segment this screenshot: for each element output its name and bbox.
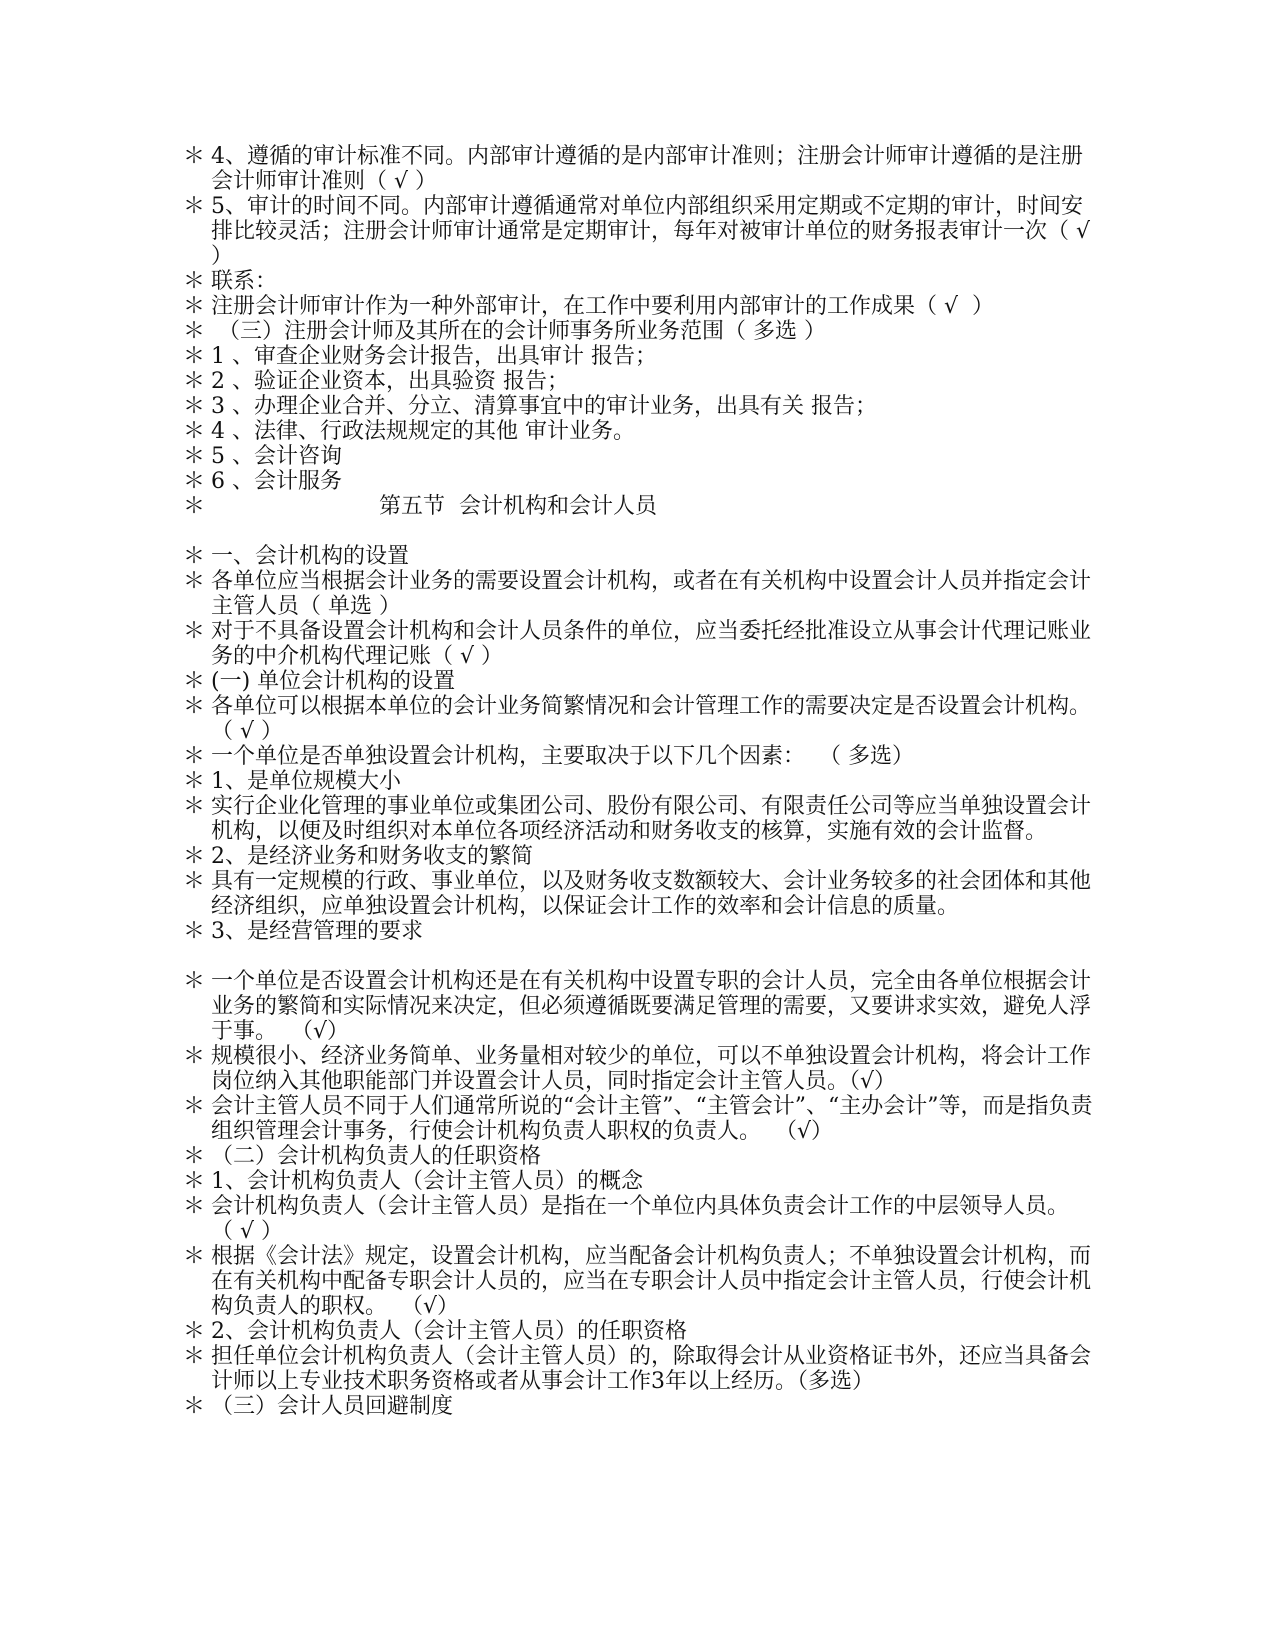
list-item [183,794,1093,844]
list-item [183,969,1093,1044]
bullet-asterisk: ＊ [183,794,206,819]
bullet-asterisk: ＊ [183,319,206,344]
list-item-text: 注册会计师审计作为一种外部审计，在工作中要利用内部审计的工作成果（ √ ） [211,294,995,319]
bullet-asterisk: ＊ [183,369,206,394]
bullet-asterisk: ＊ [183,619,206,644]
bullet-asterisk: ＊ [183,544,206,569]
bullet-asterisk: ＊ [183,419,206,444]
list-item [183,1394,1093,1419]
list-item-text: 规模很小、经济业务简单、业务量相对较少的单位，可以不单独设置会计机构，将会计工作岗位纳入其他职能部门并设置会计人员，同时指定会计主管人员。（√） [211,1044,1092,1094]
bullet-asterisk: ＊ [183,269,206,294]
list-item [183,544,1093,569]
bullet-asterisk: ＊ [183,869,206,894]
list-item [183,444,1093,469]
list-item [183,694,1093,744]
list-item-text: （三）会计人员回避制度 [211,1394,454,1419]
bullet-asterisk: ＊ [183,1094,206,1119]
bullet-asterisk: ＊ [183,744,206,769]
bullet-asterisk: ＊ [183,844,206,869]
list-item [183,419,1093,444]
list-item [183,469,1093,494]
list-item-text: 1 、审查企业财务会计报告，出具审计 报告； [211,344,657,369]
list-item-text: 2、是经济业务和财务收支的繁简 [211,844,533,869]
bullet-asterisk: ＊ [183,444,206,469]
list-item [183,1094,1093,1144]
bullet-asterisk: ＊ [183,919,206,944]
list-item [183,394,1093,419]
section-heading-text: 第五节 会计机构和会计人员 [379,494,657,519]
list-item-text: 4 、法律、行政法规规定的其他 审计业务。 [211,419,635,444]
bullet-asterisk: ＊ [183,1194,206,1219]
list-item-text: 一个单位是否设置会计机构还是在有关机构中设置专职的会计人员，完全由各单位根据会计业务的繁简和实际情况来决定，但必须遵循既要满足管理的需要，又要讲求实效，避免人浮于事。 （√） [211,969,1092,1044]
list-item-text: 6 、会计服务 [211,469,342,494]
list-item [183,919,1093,944]
list-item-text: 5、审计的时间不同。内部审计遵循通常对单位内部组织采用定期或不定期的审计，时间安排比较灵活；注册会计师审计通常是定期审计，每年对被审计单位的财务报表审计一次（ √ ） [211,194,1098,269]
list-item [183,1144,1093,1169]
bullet-asterisk: ＊ [183,1244,206,1269]
list-item-text: 会计主管人员不同于人们通常所说的“会计主管”、“主管会计”、“主办会计”等，而是指负责组织管理会计事务，行使会计机构负责人职权的负责人。 （√） [211,1094,1093,1144]
list-item-text: （三）注册会计师及其所在的会计师事务所业务范围（ 多选 ） [211,319,826,344]
bullet-asterisk: ＊ [183,294,206,319]
list-item-text: 根据《会计法》规定，设置会计机构，应当配备会计机构负责人；不单独设置会计机构，而在有关机构中配备专职会计人员的，应当在专职会计人员中指定会计主管人员，行使会计机构负责人的职权。 （√） [211,1244,1092,1319]
list-item [183,769,1093,794]
list-item-text: 一、会计机构的设置 [211,544,410,569]
list-item [183,669,1093,694]
list-item-text: 担任单位会计机构负责人（会计主管人员）的，除取得会计从业资格证书外，还应当具备会计师以上专业技术职务资格或者从事会计工作3年以上经历。（多选） [211,1344,1092,1394]
list-item-text: 5 、会计咨询 [211,444,342,469]
list-item-text: 3 、办理企业合并、分立、清算事宜中的审计业务，出具有关 报告； [211,394,877,419]
list-item [183,744,1093,769]
bullet-asterisk: ＊ [183,1344,206,1369]
list-item [183,319,1093,344]
list-item [183,144,1093,194]
list-item-text: 2 、验证企业资本，出具验资 报告； [211,369,569,394]
bullet-asterisk: ＊ [183,394,206,419]
list-item [183,344,1093,369]
bullet-asterisk: ＊ [183,694,206,719]
bullet-asterisk: ＊ [183,1319,206,1344]
document-page [183,144,1098,1419]
bullet-asterisk: ＊ [183,1044,206,1069]
list-item [183,194,1098,269]
list-item [183,1244,1093,1319]
bullet-asterisk: ＊ [183,1169,206,1194]
list-item-text: 联系： [211,269,278,294]
list-item-text: (一) 单位会计机构的设置 [211,669,456,694]
list-item [183,269,1093,294]
list-item [183,1319,1093,1344]
list-item [183,294,1093,319]
list-item [183,869,1093,919]
list-item-text: 4、遵循的审计标准不同。内部审计遵循的是内部审计准则；注册会计师审计遵循的是注册会计师审计准则（ √ ） [211,144,1084,194]
list-item-text: 1、会计机构负责人（会计主管人员）的概念 [211,1169,643,1194]
bullet-asterisk: ＊ [183,969,206,994]
list-item [183,619,1093,669]
list-item-text: 会计机构负责人（会计主管人员）是指在一个单位内具体负责会计工作的中层领导人员。 （ √ ） [211,1194,1084,1244]
list-item [183,1194,1093,1244]
bullet-asterisk: ＊ [183,769,206,794]
list-item [183,569,1093,619]
list-item [183,369,1093,394]
list-item [183,1169,1093,1194]
list-item [183,844,1093,869]
bullet-asterisk: ＊ [183,1144,206,1169]
bullet-asterisk: ＊ [183,569,206,594]
list-item-text: 2、会计机构负责人（会计主管人员）的任职资格 [211,1319,687,1344]
list-item-text: 对于不具备设置会计机构和会计人员条件的单位，应当委托经批准设立从事会计代理记账业务的中介机构代理记账（ √ ） [211,619,1092,669]
list-item-text: 实行企业化管理的事业单位或集团公司、股份有限公司、有限责任公司等应当单独设置会计机构，以便及时组织对本单位各项经济活动和财务收支的核算，实施有效的会计监督。 [211,794,1092,844]
list-item-text: 各单位可以根据本单位的会计业务简繁情况和会计管理工作的需要决定是否设置会计机构。（ √ ） [211,694,1092,744]
bullet-asterisk: ＊ [183,669,206,694]
list-item-text: 一个单位是否单独设置会计机构，主要取决于以下几个因素： （ 多选） [211,744,914,769]
bullet-asterisk: ＊ [183,194,206,219]
list-item [183,1044,1093,1094]
list-item [183,1344,1093,1394]
bullet-asterisk: ＊ [183,1394,206,1419]
bullet-asterisk: ＊ [183,494,206,519]
bullet-asterisk: ＊ [183,469,206,494]
list-item-text: 1、是单位规模大小 [211,769,401,794]
section-heading [183,494,1093,519]
list-item-text: （二）会计机构负责人的任职资格 [211,1144,542,1169]
list-item-text: 具有一定规模的行政、事业单位，以及财务收支数额较大、会计业务较多的社会团体和其他经济组织，应单独设置会计机构，以保证会计工作的效率和会计信息的质量。 [211,869,1092,919]
bullet-asterisk: ＊ [183,144,206,169]
bullet-asterisk: ＊ [183,344,206,369]
list-item-text: 3、是经营管理的要求 [211,919,423,944]
list-item-text: 各单位应当根据会计业务的需要设置会计机构，或者在有关机构中设置会计人员并指定会计主管人员（ 单选 ） [211,569,1092,619]
